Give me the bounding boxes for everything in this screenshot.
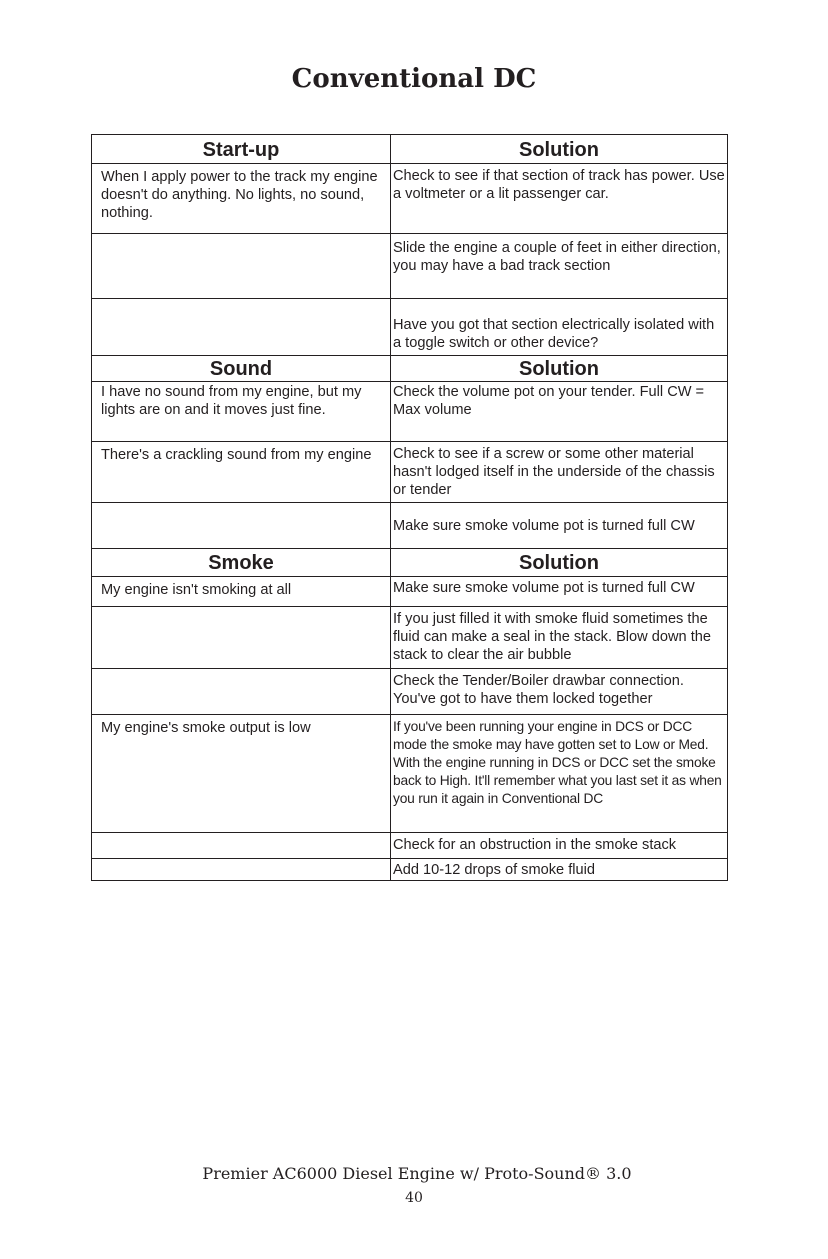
problem-cell xyxy=(92,234,391,299)
solution-cell: Check the volume pot on your tender. Full CW = Max volume xyxy=(391,382,728,442)
solution-cell: Check for an obstruction in the smoke stack xyxy=(391,833,728,859)
section-header: Sound xyxy=(92,356,391,382)
section-header: Smoke xyxy=(92,549,391,577)
table-row xyxy=(92,833,728,859)
problem-cell: There's a crackling sound from my engine xyxy=(92,442,391,503)
table-row xyxy=(92,234,728,299)
section-header: Start-up xyxy=(92,135,391,164)
problem-cell xyxy=(92,859,391,881)
table-row xyxy=(92,503,728,549)
solution-cell: Check to see if a screw or some other material hasn't lodged itself in the underside of the chassis or tender xyxy=(391,442,728,503)
section-header-row xyxy=(92,356,728,382)
table-row xyxy=(92,164,728,234)
problem-cell xyxy=(92,833,391,859)
problem-cell: My engine's smoke output is low xyxy=(92,715,391,833)
page-title: Conventional DC xyxy=(291,64,537,94)
page-footer: Premier AC6000 Diesel Engine w/ Proto-Sound® 3.0 xyxy=(202,1164,632,1183)
problem-cell xyxy=(92,669,391,715)
problem-cell xyxy=(92,607,391,669)
solution-cell: Add 10-12 drops of smoke fluid xyxy=(391,859,728,881)
table-row xyxy=(92,299,728,356)
troubleshooting-table xyxy=(91,134,728,881)
solution-cell: Make sure smoke volume pot is turned full CW xyxy=(391,503,728,549)
table-row xyxy=(92,607,728,669)
table-row xyxy=(92,442,728,503)
solution-cell: If you just filled it with smoke fluid sometimes the fluid can make a seal in the stack. Blow down the stack to clear the air bubble xyxy=(391,607,728,669)
solution-header: Solution xyxy=(391,549,728,577)
table-row xyxy=(92,715,728,833)
table-row xyxy=(92,859,728,881)
problem-cell: I have no sound from my engine, but my lights are on and it moves just fine. xyxy=(92,382,391,442)
solution-cell: Make sure smoke volume pot is turned full CW xyxy=(391,577,728,607)
section-header-row xyxy=(92,135,728,164)
solution-cell: Slide the engine a couple of feet in either direction, you may have a bad track section xyxy=(391,234,728,299)
section-header-row xyxy=(92,549,728,577)
solution-header: Solution xyxy=(391,356,728,382)
page-number: 40 xyxy=(405,1190,423,1206)
solution-cell: If you've been running your engine in DCS or DCC mode the smoke may have gotten set to Low or Med. With the engine running in DCS or DCC set the smoke back to High. It'll remember what you last set it as when you run it again in Conventional DC xyxy=(391,715,728,833)
problem-cell: My engine isn't smoking at all xyxy=(92,577,391,607)
solution-header: Solution xyxy=(391,135,728,164)
table-row xyxy=(92,577,728,607)
solution-cell: Check the Tender/Boiler drawbar connection. You've got to have them locked together xyxy=(391,669,728,715)
table-row xyxy=(92,669,728,715)
problem-cell: When I apply power to the track my engine doesn't do anything. No lights, no sound, nothing. xyxy=(92,164,391,234)
problem-cell xyxy=(92,503,391,549)
table-row xyxy=(92,382,728,442)
solution-cell: Have you got that section electrically isolated with a toggle switch or other device? xyxy=(391,299,728,356)
problem-cell xyxy=(92,299,391,356)
solution-cell: Check to see if that section of track has power. Use a voltmeter or a lit passenger car. xyxy=(391,164,728,234)
